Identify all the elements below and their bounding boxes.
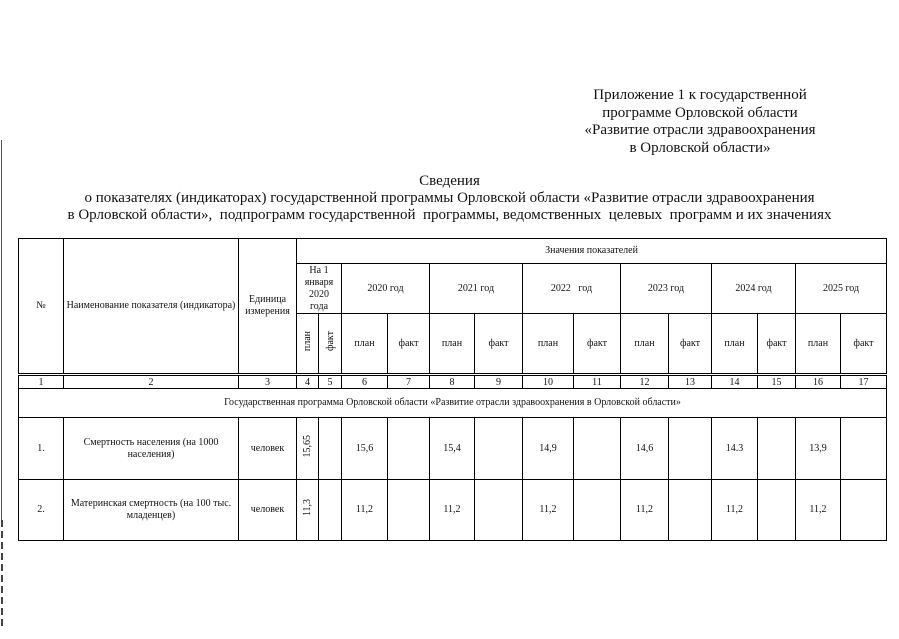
column-number-1: 1	[19, 375, 64, 389]
appendix-line: программе Орловской области	[602, 104, 798, 121]
indicator-name: Материнская смертность (на 100 тыс. младенцев)	[64, 480, 239, 541]
column-number-16: 16	[796, 375, 841, 389]
subheader-fact-2022: факт	[574, 314, 621, 375]
subheader-plan-2023: план	[621, 314, 669, 375]
column-number-9: 9	[475, 375, 523, 389]
column-number-17: 17	[841, 375, 887, 389]
plan-2024: 14.3	[712, 418, 758, 480]
column-numbers-row	[19, 375, 887, 389]
subheader-fact-2025: факт	[841, 314, 887, 375]
plan-2023: 11,2	[621, 480, 669, 541]
subheader-fact-base	[319, 314, 342, 375]
subheader-fact-2024: факт	[758, 314, 796, 375]
column-number-7: 7	[388, 375, 430, 389]
column-number-5: 5	[319, 375, 342, 389]
plan-2021: 15,4	[430, 418, 475, 480]
column-number-15: 15	[758, 375, 796, 389]
subheader-fact-2023: факт	[669, 314, 712, 375]
fact-2021	[475, 480, 523, 541]
plan-2022: 14,9	[523, 418, 574, 480]
subheader-plan-2021: план	[430, 314, 475, 375]
appendix-note	[560, 87, 840, 157]
column-number-12: 12	[621, 375, 669, 389]
plan-2024: 11,2	[712, 480, 758, 541]
document-title	[4, 173, 895, 224]
year-header-2021	[430, 264, 523, 314]
header-base-period	[297, 264, 342, 314]
fact-2022	[574, 480, 621, 541]
column-number-14: 14	[712, 375, 758, 389]
subheader-fact-2021: факт	[475, 314, 523, 375]
plan-label: план	[302, 331, 313, 352]
year-header-2022	[523, 264, 621, 314]
fact-2020	[388, 480, 430, 541]
plan-2025: 13,9	[796, 418, 841, 480]
year-label: 2024 год	[735, 282, 772, 294]
column-number-11: 11	[574, 375, 621, 389]
fact-label: факт	[324, 331, 336, 352]
header-unit-cell	[239, 239, 297, 375]
subheader-plan-2022: план	[523, 314, 574, 375]
base-period-line: января	[304, 276, 334, 288]
header-row-values	[19, 239, 887, 264]
fact-2022	[574, 418, 621, 480]
year-label: 2020 год	[367, 282, 404, 294]
title-line: в Орловской области», подпрограмм государственной программы, ведомственных целевых программ и их значениях	[67, 207, 832, 223]
appendix-line: Приложение 1 к государственной	[593, 87, 807, 103]
table-row	[19, 480, 887, 541]
base-period-line: На 1	[309, 264, 329, 276]
fact-2025	[841, 480, 887, 541]
subheader-plan-base	[297, 314, 319, 375]
base-fact-cell	[319, 480, 342, 541]
header-unit: Единица измерения	[245, 294, 290, 317]
year-header-2024	[712, 264, 796, 314]
row-number: 1.	[19, 418, 64, 480]
unit-value: человек	[239, 480, 297, 541]
base-period-line: года	[309, 300, 329, 312]
year-header-2020	[342, 264, 430, 314]
plan-2023: 14,6	[621, 418, 669, 480]
unit-value: человек	[239, 418, 297, 480]
year-label: 2023 год	[647, 282, 685, 294]
year-header-2023	[621, 264, 712, 314]
fact-2024	[758, 480, 796, 541]
scan-edge-dashes	[1, 520, 3, 630]
base-plan-cell	[297, 418, 319, 480]
column-number-2: 2	[64, 375, 239, 389]
table-row	[19, 418, 887, 480]
plan-2022: 11,2	[523, 480, 574, 541]
header-name: Наименование показателя (индикатора)	[66, 300, 236, 311]
appendix-line: в Орловской области»	[629, 139, 771, 156]
subheader-plan-2024: план	[712, 314, 758, 375]
section-row	[19, 389, 887, 418]
base-plan-cell	[297, 480, 319, 541]
column-number-8: 8	[430, 375, 475, 389]
subheader-fact-2020: факт	[388, 314, 430, 375]
plan-2020: 11,2	[342, 480, 388, 541]
fact-2024	[758, 418, 796, 480]
column-number-13: 13	[669, 375, 712, 389]
base-fact-cell	[319, 418, 342, 480]
header-number: №	[36, 300, 46, 311]
indicators-table	[18, 238, 887, 541]
header-values: Значения показателей	[545, 245, 638, 256]
scan-edge-line	[1, 140, 2, 520]
fact-2023	[669, 480, 712, 541]
header-name-cell	[64, 239, 239, 375]
title-heading: Сведения	[419, 173, 480, 189]
base-plan-value: 11,3	[302, 499, 313, 517]
plan-2020: 15,6	[342, 418, 388, 480]
year-header-2025	[796, 264, 887, 314]
base-period-line: 2020	[309, 288, 329, 300]
indicator-name: Смертность населения (на 1000 населения)	[64, 418, 239, 480]
header-number-cell	[19, 239, 64, 375]
column-number-10: 10	[523, 375, 574, 389]
title-line: о показателях (индикаторах) государственной программы Орловской области «Развитие отрасли здравоохранения	[84, 190, 815, 206]
year-label: 2022 год	[550, 282, 593, 294]
header-values-cell	[297, 239, 887, 264]
year-label: 2021 год	[457, 282, 495, 294]
subheader-plan-2020: план	[342, 314, 388, 375]
fact-2021	[475, 418, 523, 480]
year-label: 2025 год	[822, 282, 860, 294]
row-number: 2.	[19, 480, 64, 541]
column-number-3: 3	[239, 375, 297, 389]
fact-2025	[841, 418, 887, 480]
plan-2025: 11,2	[796, 480, 841, 541]
column-number-6: 6	[342, 375, 388, 389]
plan-2021: 11,2	[430, 480, 475, 541]
section-title: Государственная программа Орловской области «Развитие отрасли здравоохранения в Орловской области»	[19, 389, 887, 418]
subheader-plan-2025: план	[796, 314, 841, 375]
appendix-line: «Развитие отрасли здравоохранения	[584, 122, 816, 138]
column-number-4: 4	[297, 375, 319, 389]
fact-2023	[669, 418, 712, 480]
base-plan-value: 15,65	[302, 435, 313, 458]
fact-2020	[388, 418, 430, 480]
